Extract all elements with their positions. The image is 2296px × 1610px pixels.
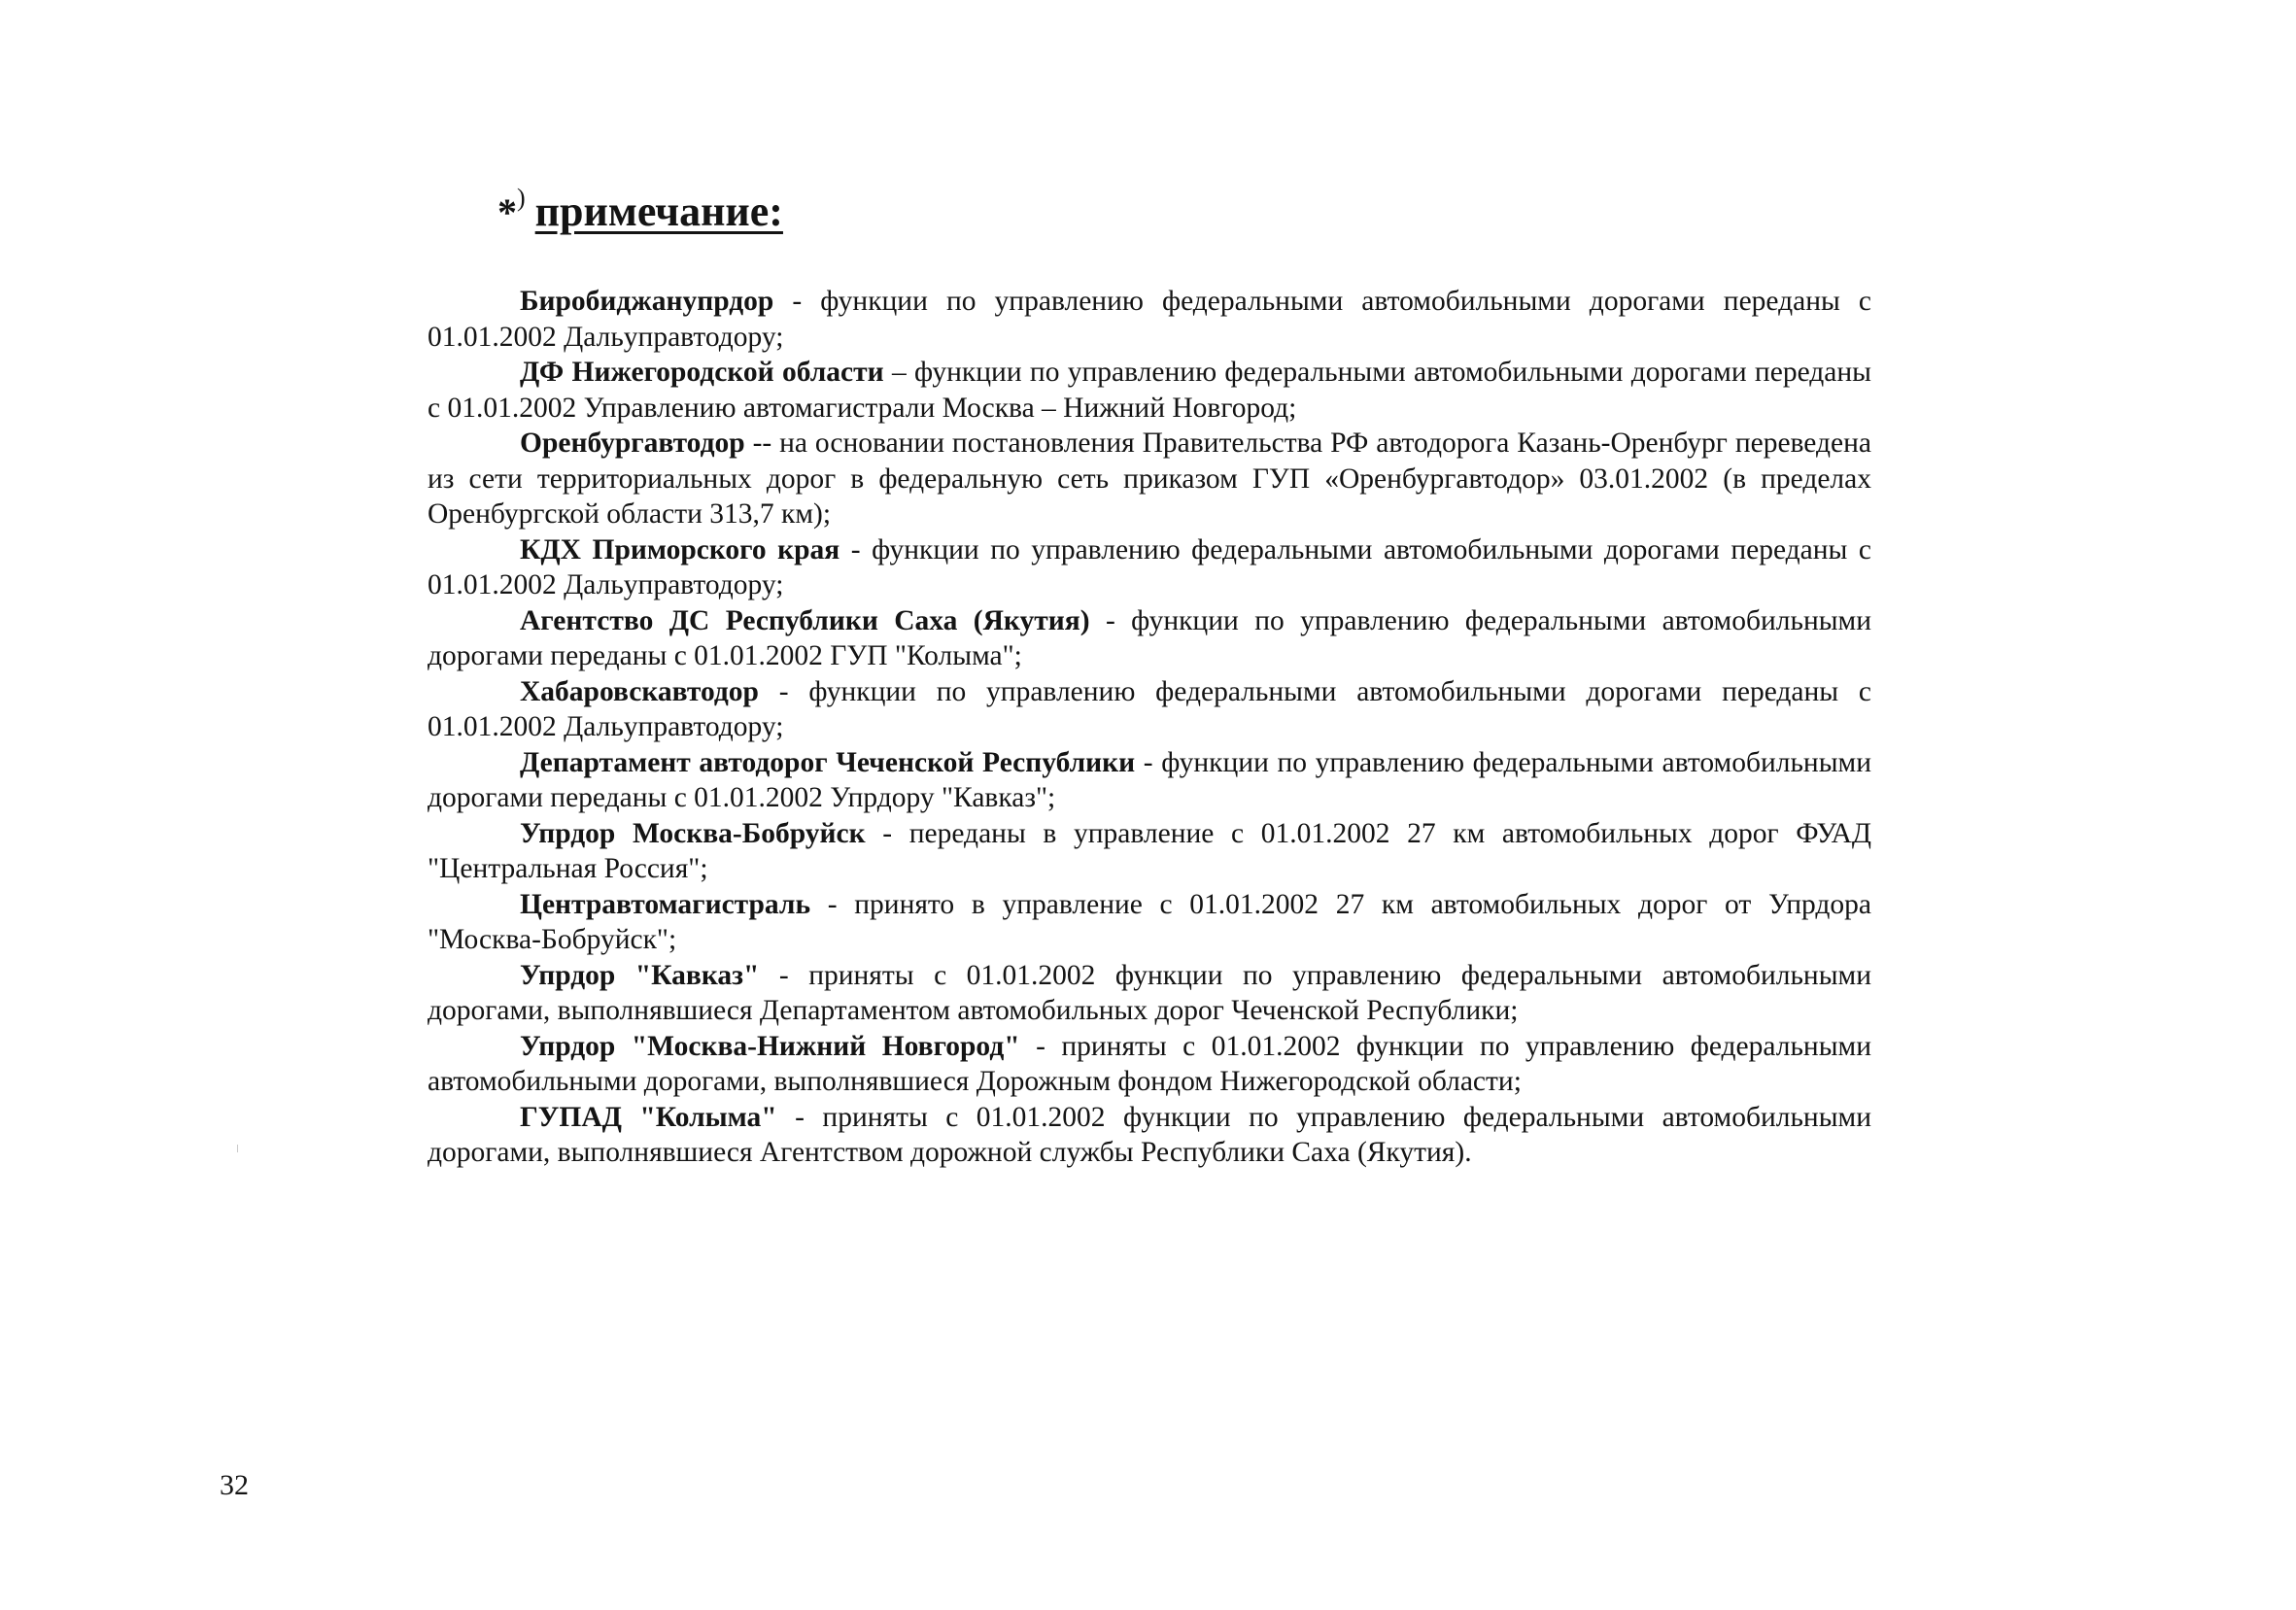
organization-name: ДФ Нижегородской области [520, 357, 884, 388]
note-paragraph [428, 887, 1871, 958]
organization-name: КДХ Приморского края [520, 533, 840, 565]
note-heading-title: примечание: [534, 188, 783, 235]
note-text: - приняты с 01.01.2002 функции по управлению федеральными автомобильными дорогами, выполнявшиеся Департаментом автомобильных дорог Чеченской Республики; [428, 959, 1871, 1026]
organization-name: Хабаровскавтодор [520, 675, 759, 707]
page-number: 32 [220, 1469, 249, 1501]
organization-name: Центравтомагистраль [520, 888, 811, 920]
note-text: – функции по управлению федеральными автомобильными дорогами переданы с 01.01.2002 Управлению автомагистрали Москва – Нижний Новгород; [428, 357, 1871, 424]
note-text: - приняты с 01.01.2002 функции по управлению федеральными автомобильными дорогами, выполнявшиеся Агентством дорожной службы Республики Саха (Якутия). [428, 1101, 1871, 1168]
asterisk-footnote-mark: *) [497, 183, 526, 234]
note-paragraph [428, 958, 1871, 1029]
organization-name: Биробиджанупрдор [520, 286, 774, 317]
note-paragraph [428, 674, 1871, 745]
organization-name: Оренбургавтодор [520, 428, 745, 459]
note-text: - приняты с 01.01.2002 функции по управлению федеральными автомобильными дорогами, выполнявшиеся Дорожным фондом Нижегородской области; [428, 1030, 1871, 1097]
note-paragraph [428, 284, 1871, 355]
note-text: - функции по управлению федеральными автомобильными дорогами переданы с 01.01.2002 ГУП "Колыма"; [428, 604, 1872, 671]
organization-name: Упрдор "Москва-Нижний Новгород" [520, 1030, 1020, 1062]
note-text: - функции по управлению федеральными автомобильными дорогами переданы с 01.01.2002 Дальуправтодору; [428, 533, 1871, 600]
note-paragraph [428, 532, 1871, 603]
notes-list [428, 284, 1871, 1171]
note-paragraph [428, 816, 1871, 887]
note-text: - переданы в управление с 01.01.2002 27 км автомобильных дорог ФУАД "Центральная Россия"; [428, 817, 1871, 884]
note-paragraph [428, 355, 1871, 426]
note-paragraph [428, 1100, 1871, 1171]
note-text: -- на основании постановления Правительства РФ автодорога Казань-Оренбург переведена из сети территориальных дорог в федеральную сеть приказом ГУП «Оренбургавтодор» 03.01.2002 (в пределах Оренбургской области 313,7 км); [428, 428, 1871, 530]
organization-name: Агентство ДС Республики Саха (Якутия) [520, 604, 1090, 636]
scan-speck [237, 1145, 238, 1152]
note-text: - функции по управлению федеральными автомобильными дорогами переданы с 01.01.2002 Дальуправтодору; [428, 675, 1871, 742]
organization-name: Упрдор Москва-Бобруйск [520, 817, 866, 849]
note-paragraph [428, 1029, 1871, 1100]
organization-name: Департамент автодорог Чеченской Республики [520, 746, 1136, 778]
note-text: - функции по управлению федеральными автомобильными дорогами переданы с 01.01.2002 Упрдору "Кавказ"; [428, 746, 1871, 813]
note-text: - принято в управление с 01.01.2002 27 км автомобильных дорог от Упрдора "Москва-Бобруйск"; [428, 888, 1871, 955]
organization-name: Упрдор "Кавказ" [520, 959, 760, 991]
note-paragraph [428, 603, 1871, 674]
organization-name: ГУПАД "Колыма" [520, 1101, 777, 1133]
note-paragraph [428, 426, 1871, 532]
note-text: - функции по управлению федеральными автомобильными дорогами переданы с 01.01.2002 Дальуправтодору; [428, 286, 1871, 353]
note-paragraph [428, 745, 1871, 816]
note-heading [497, 183, 783, 235]
